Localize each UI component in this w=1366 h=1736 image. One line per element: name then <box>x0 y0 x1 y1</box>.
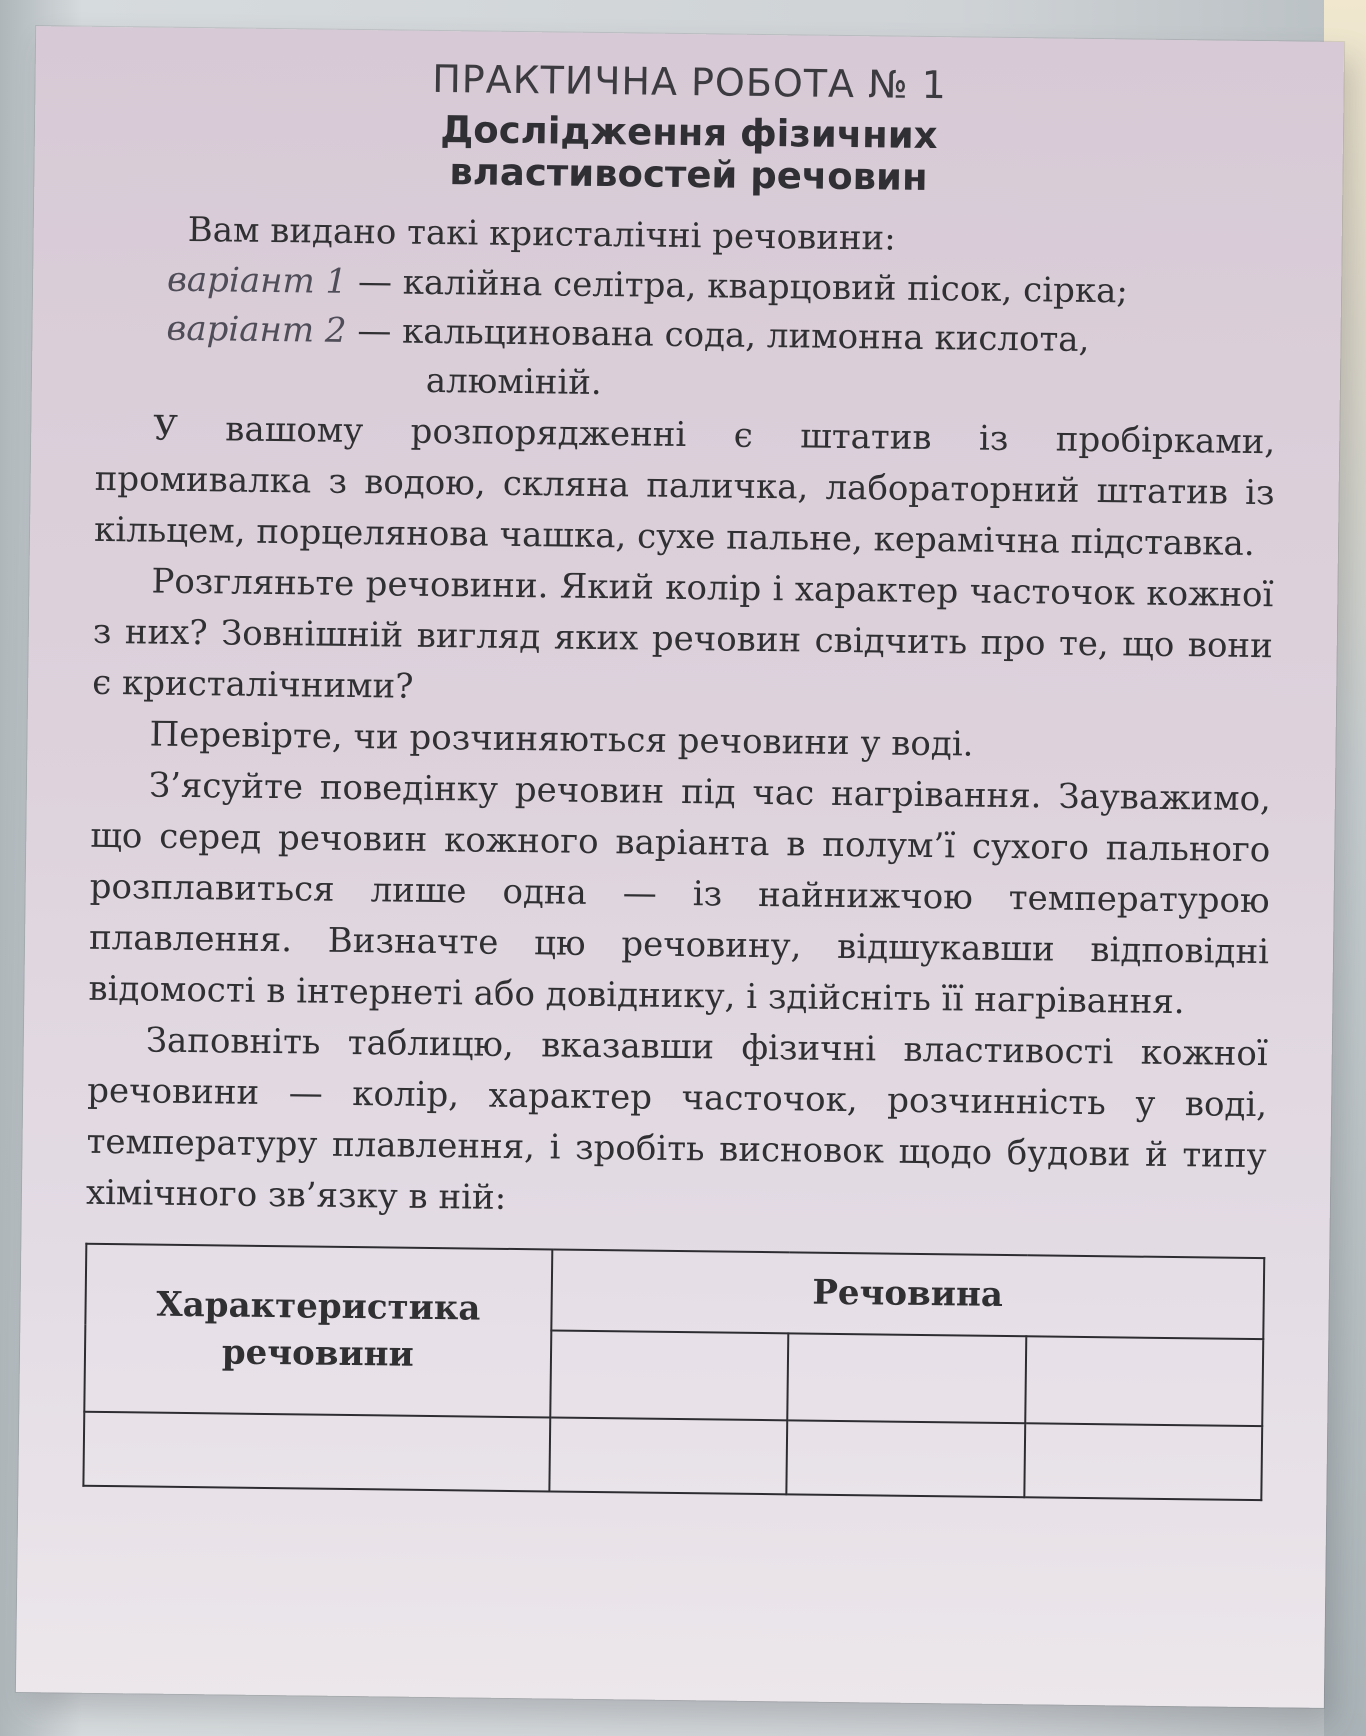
subtitle-line-2: властивостей речовин <box>449 150 928 200</box>
variant-2-label: варіант 2 <box>166 308 347 352</box>
table-instructions-paragraph: Заповніть таблицю, вказавши фізичні властивості кожної речовини — колір, характер часточок, розчинність у воді, температуру плавлення, і зробіть висновок щодо будови й типу хімічного зв’язку в ній: <box>85 1020 1269 1218</box>
variant-1-text: — калійна селітра, кварцовий пісок, сірка; <box>346 261 1129 312</box>
page-content <box>82 55 1279 1501</box>
variant-2-continuation: алюміній. <box>425 361 602 404</box>
characteristic-header-line-2: речовини <box>221 1332 415 1375</box>
practical-work-title: ПРАКТИЧНА РОБОТА № 1 <box>431 56 948 108</box>
table-empty-row <box>83 1412 1262 1500</box>
heating-paragraph: З’ясуйте поведінку речовин під час нагрівання. Зауважимо, що серед речовин кожного варіанта в полум’ї сухого пального розплавиться лише одна — із найнижчою температурою плавлення. Визначте цю речовину, відшукавши відповідні відомості в інтернеті або довіднику, і здійсніть її нагрівання. <box>88 765 1272 1022</box>
textbook-page <box>16 26 1344 1708</box>
observe-paragraph: Розгляньте речовини. Який колір і характер часточок кожної з них? Зовнішній вигляд яких речовин свідчить про те, що вони є кристалічними? <box>91 561 1274 707</box>
substance-name-cell <box>1025 1336 1264 1426</box>
substance-header-cell: Речовина <box>551 1249 1264 1338</box>
table-header-row <box>85 1244 1264 1339</box>
solubility-paragraph: Перевірте, чи розчиняються речовини у воді. <box>149 714 974 765</box>
variant-2-text: — кальцинована сода, лимонна кислота, <box>346 311 1090 361</box>
table-cell <box>549 1417 787 1494</box>
table-cell <box>83 1412 549 1492</box>
substance-name-cell <box>787 1333 1026 1423</box>
characteristic-header-cell <box>84 1244 552 1418</box>
characteristic-header-line-1: Характеристика <box>156 1284 481 1329</box>
equipment-paragraph: У вашому розпорядженні є штатив із пробірками, промивалка з водою, скляна паличка, лабораторний штатив із кільцем, порцелянова чашка, сухе пальне, керамічна підставка. <box>93 408 1276 564</box>
variant-1-label: варіант 1 <box>166 259 348 302</box>
properties-table <box>82 1243 1265 1501</box>
subtitle-line-1: Дослідження фізичних <box>440 107 938 157</box>
substance-name-cell <box>550 1330 789 1420</box>
table-cell <box>786 1420 1024 1497</box>
practical-work-subtitle <box>98 105 1279 205</box>
intro-text: Вам видано такі кристалічні речовини: <box>187 209 896 259</box>
table-cell <box>1024 1423 1262 1500</box>
